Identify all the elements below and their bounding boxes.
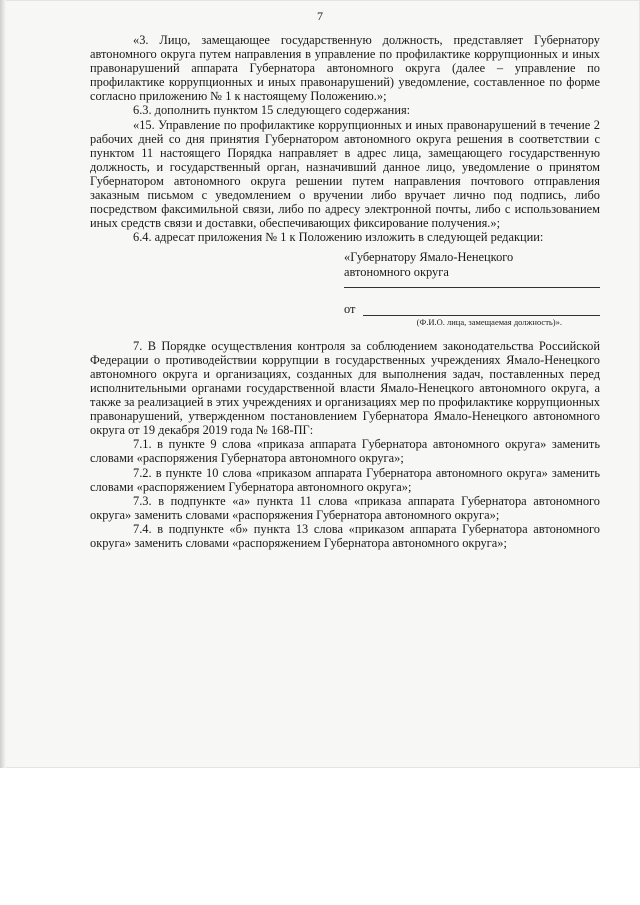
addressee-line-1: «Губернатору Ямало-Ненецкого: [344, 250, 514, 265]
paragraph-7-1: 7.1. в пункте 9 слова «приказа аппарата Губернатора автономного округа» заменить словами «распоряжения Губернатора автономного округа»;: [90, 437, 600, 466]
document-body: [90, 33, 600, 550]
from-blank-line: [363, 305, 600, 316]
paragraph-item-3: «3. Лицо, замещающее государственную должность, представляет Губернатору автономного округа путем направления в управление по профилактике коррупционных и иных правонарушений аппарата Губернатора автономного округа (далее – управление по профилактике коррупционных и иных правонарушений) уведомление, составленное по форме согласно приложению № 1 к настоящему Положению.»;: [90, 33, 600, 104]
paragraph-7-4: 7.4. в подпункте «б» пункта 13 слова «приказом аппарата Губернатора автономного округа» заменить словами «распоряжением Губернатора автономного округа»;: [90, 521, 600, 550]
addressee-block: [344, 250, 600, 326]
scan-edge-shadow: [0, 0, 6, 768]
paragraph-7: 7. В Порядке осуществления контроля за соблюдением законодательства Российской Федерации о противодействии коррупции в государственных учреждениях Ямало-Ненецкого автономного округа и организациях, созданных для выполнения задач, поставленных перед исполнительными органами государственной власти Ямало-Ненецкого автономного округа, а также за реализацией в этих учреждениях и организациях мер по профилактике коррупционных правонарушений, утвержденном постановлением Губернатора Ямало-Ненецкого автономного округа от 19 декабря 2019 года № 168-ПГ:: [90, 338, 600, 438]
paragraph-7-2: 7.2. в пункте 10 слова «приказом аппарата Губернатора автономного округа» заменить словами «распоряжением Губернатора автономного округа»;: [90, 465, 600, 494]
paragraph-6-3: 6.3. дополнить пунктом 15 следующего содержания:: [133, 103, 411, 118]
addressee-underline: [344, 279, 600, 288]
paragraph-item-15: «15. Управление по профилактике коррупционных и иных правонарушений в течение 2 рабочих дней со дня принятия Губернатором автономного округа решения в соответствии с пунктом 11 настоящего Порядка направляет в адрес лица, замещающего государственную должность, и государственный орган, назначивший данное лицо, уведомление о принятом Губернатором автономного округа решении путем направления почтового отправления заказным письмом с уведомлением о вручении либо вручает лично под подпись, либо посредством факсимильной связи, либо по адресу электронной почты, либо с использованием иных средств связи и доставки, обеспечивающих фиксирование получения.»;: [90, 117, 600, 231]
addressee-line-2: автономного округа: [344, 264, 449, 279]
paragraph-7-3: 7.3. в подпункте «а» пункта 11 слова «приказа аппарата Губернатора автономного округа» заменить словами «распоряжения Губернатора автономного округа»;: [90, 493, 600, 522]
from-caption: (Ф.И.О. лица, замещаемая должность)».: [416, 316, 562, 327]
page-number: 7: [317, 9, 323, 23]
from-row: [344, 302, 600, 316]
from-label: от: [344, 301, 356, 316]
paragraph-6-4: 6.4. адресат приложения № 1 к Положению изложить в следующей редакции:: [133, 230, 544, 245]
